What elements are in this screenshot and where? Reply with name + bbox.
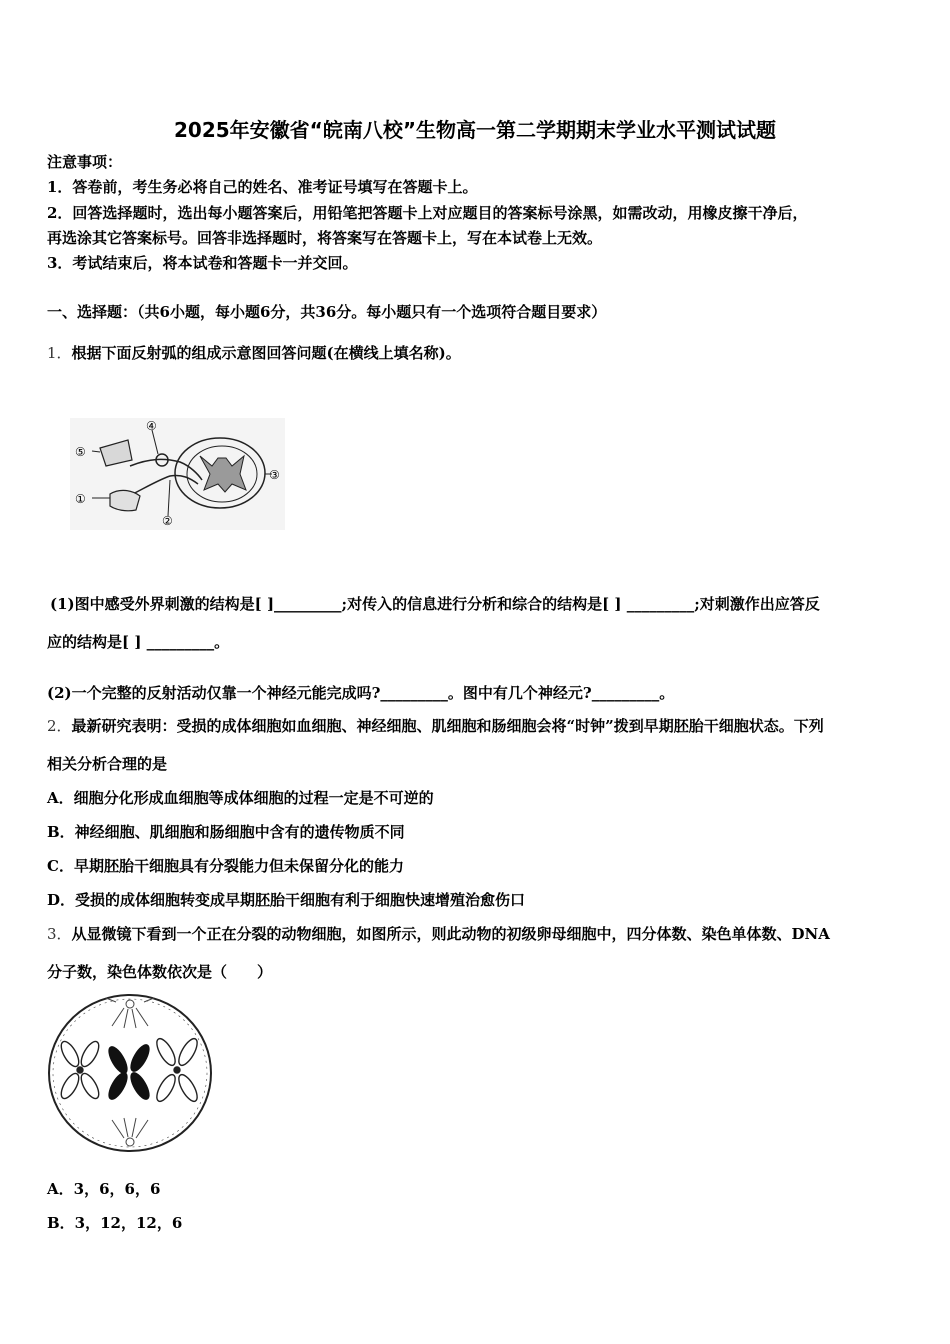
dividing-cell-figure bbox=[46, 992, 214, 1154]
notice-item-2: 2．回答选择题时，选出每小题答案后，用铅笔把答题卡上对应题目的答案标号涂黑，如需改动，用橡皮擦干净后， bbox=[47, 204, 808, 222]
q2-stem bbox=[47, 716, 824, 736]
reflex-arc-figure bbox=[70, 418, 285, 530]
q3-option-b: B．3，12，12，6 bbox=[47, 1214, 183, 1232]
q2-number: 2． bbox=[47, 717, 72, 735]
notice-item-3: 3．考试结束后，将本试卷和答题卡一并交回。 bbox=[47, 254, 358, 272]
notice-item-2-cont: 再选涂其它答案标号。回答非选择题时，将答案写在答题卡上，写在本试卷上无效。 bbox=[47, 229, 603, 247]
q2-stem-text: 最新研究表明：受损的成体细胞如血细胞、神经细胞、肌细胞和肠细胞会将“时钟”拨到早期胚胎干细胞状态。下列 bbox=[71, 717, 824, 735]
q2-option-d: D．受损的成体细胞转变成早期胚胎干细胞有利于细胞快速增殖治愈伤口 bbox=[47, 891, 526, 909]
q1-stem-text: 根据下面反射弧的组成示意图回答问题(在横线上填名称)。 bbox=[71, 344, 461, 362]
q1-stem bbox=[47, 343, 461, 363]
q2-option-c: C．早期胚胎干细胞具有分裂能力但未保留分化的能力 bbox=[47, 857, 404, 875]
notice-item-1: 1．答卷前，考生务必将自己的姓名、准考证号填写在答题卡上。 bbox=[47, 178, 478, 196]
figure-label-3: ③ bbox=[269, 468, 280, 482]
effector-muscle bbox=[110, 490, 140, 510]
q1-sub1-line1: (1)图中感受外界刺激的结构是[ ]_________;对传入的信息进行分析和综合的结构是[ ] _________;对刺激作出应答反 bbox=[50, 595, 820, 613]
q3-stem-cont: 分子数，染色体数依次是（ ） bbox=[47, 963, 273, 981]
q2-stem-cont: 相关分析合理的是 bbox=[47, 755, 168, 773]
cell-membrane bbox=[49, 995, 211, 1151]
page-title: 2025年安徽省“皖南八校”生物高一第二学期期末学业水平测试试题 bbox=[174, 118, 776, 142]
q3-stem bbox=[47, 924, 830, 944]
q3-option-a: A．3，6，6，6 bbox=[47, 1180, 161, 1198]
figure-label-4: ④ bbox=[146, 419, 157, 433]
q3-stem-text: 从显微镜下看到一个正在分裂的动物细胞，如图所示，则此动物的初级卵母细胞中，四分体数、染色单体数、DNA bbox=[71, 925, 830, 943]
section-heading: 一、选择题：（共6小题，每小题6分，共36分。每小题只有一个选项符合题目要求） bbox=[47, 303, 607, 321]
notice-heading: 注意事项： bbox=[47, 153, 123, 171]
q2-option-b: B．神经细胞、肌细胞和肠细胞中含有的遗传物质不同 bbox=[47, 823, 405, 841]
q3-number: 3． bbox=[47, 925, 72, 943]
q1-number: 1． bbox=[47, 344, 72, 362]
figure-label-5: ⑤ bbox=[75, 445, 86, 459]
figure-label-2: ② bbox=[162, 514, 173, 528]
q2-option-a: A．细胞分化形成血细胞等成体细胞的过程一定是不可逆的 bbox=[47, 789, 434, 807]
figure-label-1: ① bbox=[75, 492, 86, 506]
q1-sub2: (2)一个完整的反射活动仅靠一个神经元能完成吗?_________。图中有几个神经元?_________。 bbox=[47, 684, 675, 702]
q1-sub1-line2: 应的结构是[ ] _________。 bbox=[47, 633, 230, 651]
